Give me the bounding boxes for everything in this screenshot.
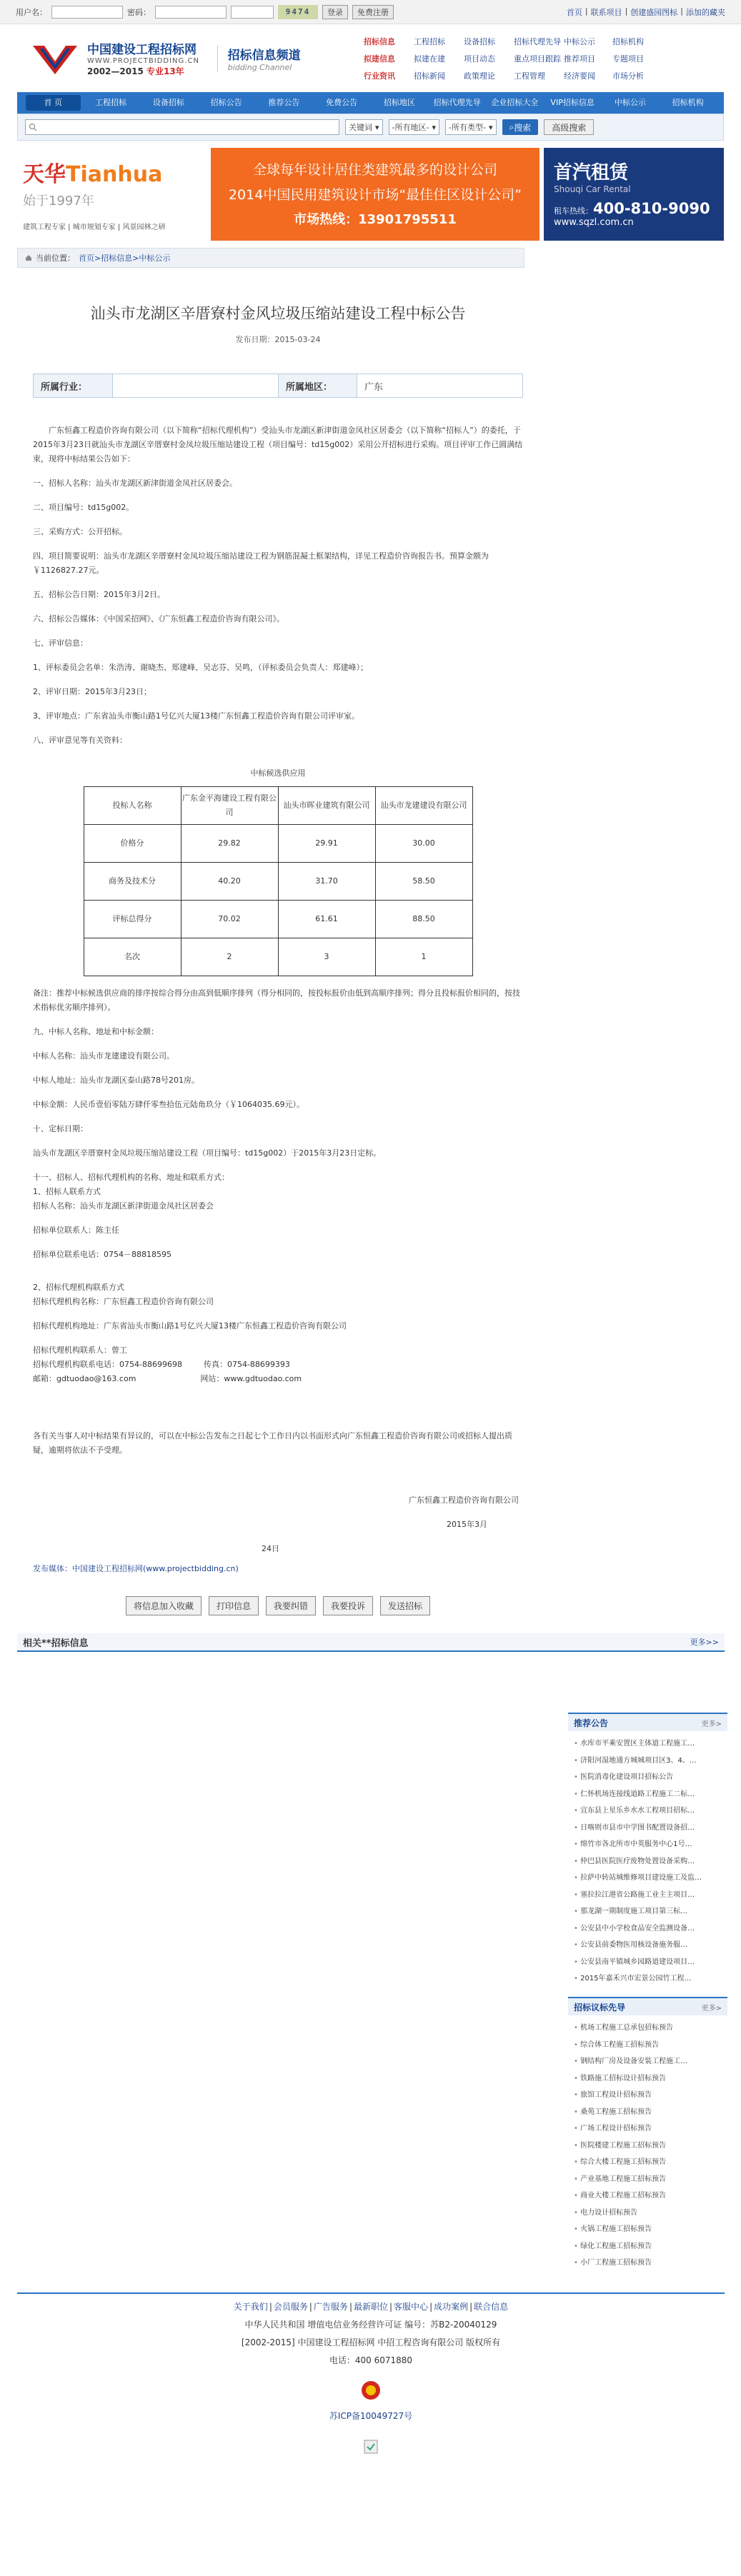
list-item[interactable]: • 绿化工程施工招标预告: [574, 2238, 722, 2255]
header-nav-link[interactable]: 重点项目跟踪: [514, 54, 561, 64]
para: 网站：www.gdtuodao.com: [200, 1374, 302, 1383]
para: 1、评标委员会名单：朱浩涛、谢晓杰、郑建峰、吴志芬、吴鸣，（评标委员会负责人：郑建峰）；: [33, 663, 368, 672]
list-item[interactable]: • 仲巴县医院医疗废物处置设备采购…: [574, 1853, 722, 1870]
table-cell: 商务及技术分: [84, 863, 181, 901]
list-item[interactable]: • 钢结构厂房及设备安装工程施工…: [574, 2053, 722, 2070]
footer-link[interactable]: 成功案例: [434, 2302, 469, 2312]
para: 招标代理机构联系电话：0754-88699698: [33, 1360, 182, 1369]
table-cell: 汕头市晖业建筑有限公司: [278, 787, 375, 825]
username-label: 用户名：: [16, 7, 47, 17]
list-item[interactable]: • 火锅工程施工招标预告: [574, 2221, 722, 2238]
para: 各有关当事人对中标结果有异议的，可以在中标公告发布之日起七个工作日内以书面形式向广东恒鑫工程造价咨询有限公司或招标人提出质疑，逾期将依法不予受理。: [33, 1431, 512, 1455]
menu-item[interactable]: 免费公告: [326, 98, 358, 107]
search-input[interactable]: [25, 119, 339, 135]
side-recommend-title: 推荐公告: [574, 1718, 609, 1728]
police-badge-icon: [17, 2380, 725, 2407]
para: 中标人名称：汕头市龙建建设有限公司。: [33, 1051, 174, 1061]
site-logo[interactable]: [29, 39, 203, 79]
advanced-search-button[interactable]: 高级搜索: [544, 119, 594, 135]
para: 招标代理机构地址：广东省汕头市衡山路1号亿兴大厦13楼广东恒鑫工程造价咨询有限公司: [33, 1321, 347, 1330]
list-item[interactable]: • 公安县中小学校食品安全监测设备…: [574, 1920, 722, 1938]
header-nav: [357, 36, 712, 81]
signature-date: 2015年3月: [447, 1520, 487, 1529]
para: 中标人地址：汕头市龙湖区泰山路78号201房。: [33, 1076, 199, 1085]
top-link-home[interactable]: 首页: [566, 7, 582, 17]
ad-design-line2: 2014中国民用建筑设计市场“最佳住区设计公司”: [228, 187, 522, 203]
ad-tianhua-tags: 建筑工程专家 | 城市规划专家 | 风景园林之研: [23, 224, 166, 231]
list-item[interactable]: • 商业大楼工程施工招标预告: [574, 2187, 722, 2205]
footer-license: 中华人民共和国 增值电信业务经营许可证 编号：苏B2-20040129: [244, 2320, 497, 2330]
para: 九、中标人名称、地址和中标金额：: [33, 1027, 159, 1036]
footer-link[interactable]: 最新职位: [353, 2302, 388, 2312]
logo-url: WWW.PROJECTBIDDING.CN: [87, 57, 199, 65]
ad-design-hotline: 市场热线：13901795511: [294, 212, 457, 227]
table-cell: 61.61: [278, 901, 375, 938]
breadcrumb-path[interactable]: 首页>招标信息>中标公示: [79, 254, 171, 263]
main-menu: [17, 92, 724, 114]
menu-item[interactable]: 工程招标: [95, 98, 127, 107]
result-table: [84, 786, 473, 976]
side-guide: [568, 1997, 727, 2272]
source-link[interactable]: 中国建设工程招标网(www.projectbidding.cn): [72, 1564, 239, 1573]
action-buttons: [17, 1596, 539, 1615]
table-row: [84, 787, 472, 825]
list-item[interactable]: • 医院楼建工程施工招标预告: [574, 2138, 722, 2155]
para: 七、评审信息：: [33, 638, 88, 648]
register-button[interactable]: 免费注册: [352, 5, 394, 19]
search-bar: [17, 114, 724, 141]
logo-years-badge: 专业13年: [146, 66, 184, 76]
ad-shouqi-url: www.sqzl.com.cn: [554, 217, 634, 228]
list-item[interactable]: • 宜东县上星乐乡水水工程项目招标…: [574, 1803, 722, 1820]
para: 招标代理机构名称：广东恒鑫工程造价咨询有限公司: [33, 1297, 214, 1306]
list-item[interactable]: • 桑苑工程施工招标预告: [574, 2104, 722, 2121]
header-nav-link: 招标信息: [364, 36, 395, 46]
footer-phone: 电话：400 6071880: [329, 2355, 413, 2365]
table-cell: 58.50: [375, 863, 472, 901]
list-item[interactable]: • 仁怀机场连接线道路工程施工二标…: [574, 1786, 722, 1803]
para: 四、项目简要说明：汕头市龙湖区辛厝寮村金凤垃圾压缩站建设工程为钢筋混凝土框架结构，详见工程造价咨询报告书。预算金额为￥1126827.27元。: [33, 551, 489, 575]
menu-item[interactable]: VIP招标信息: [550, 98, 595, 107]
para: 招标单位联系人：陈主任: [33, 1226, 119, 1235]
header: [0, 24, 741, 92]
table-cell: 30.00: [375, 825, 472, 863]
list-item[interactable]: • 机场工程施工总承包招标预告: [574, 2020, 722, 2037]
table-cell: 40.20: [181, 863, 278, 901]
ad-shouqi-phone: 400-810-9090: [593, 200, 710, 217]
article: [17, 302, 539, 1615]
side-recommend: [568, 1713, 727, 1988]
search-category-value: -所有类型-: [449, 123, 486, 132]
ad-tianhua-brand-en: Tianhua: [66, 162, 163, 187]
header-nav-link[interactable]: 专题项目: [612, 54, 644, 64]
table-cell: 名次: [84, 938, 181, 976]
header-nav-link[interactable]: 中标公示: [564, 36, 595, 46]
article-meta: [33, 374, 523, 398]
logo-mark-icon: [29, 39, 81, 79]
header-nav-link: 拟建信息: [364, 54, 395, 64]
ad-shouqi-sub: Shouqi Car Rental: [554, 184, 631, 194]
footer-link[interactable]: 客服中心: [394, 2302, 429, 2312]
source-label: 发布媒体：: [33, 1564, 72, 1573]
article-date: 发布日期：2015-03-24: [235, 335, 321, 344]
ad-banners: [17, 148, 724, 241]
related-title: 相关**招标信息: [23, 1638, 89, 1649]
username-input[interactable]: [51, 6, 123, 19]
search-type-select[interactable]: 关键词 ▾: [345, 119, 383, 135]
list-item[interactable]: • 广场工程设计招标预告: [574, 2120, 722, 2138]
ad-shouqi[interactable]: [544, 148, 724, 241]
table-caption: 中标候选供应用: [250, 768, 306, 778]
para: 八、评审意见等有关资料：: [33, 736, 127, 745]
ad-design-line1: 全球每年设计居住类建筑最多的设计公司: [252, 162, 497, 178]
channel-name: 招标信息频道: [227, 48, 301, 63]
login-button[interactable]: 登录: [322, 5, 348, 19]
correct-button[interactable]: 我要纠错: [266, 1596, 316, 1615]
list-item[interactable]: • 水库市平乘安置区主体道工程施工…: [574, 1735, 722, 1753]
list-item[interactable]: • 公安县南平镇城乡园路道建设项目…: [574, 1954, 722, 1971]
para: 招标单位联系电话：0754－88818595: [33, 1250, 171, 1259]
menu-item[interactable]: 招标代理先导: [433, 98, 481, 107]
footer: [17, 2292, 725, 2460]
industry-label: 所属行业：: [34, 374, 112, 397]
logo-name: 中国建设工程招标网: [87, 43, 197, 57]
article-body: [17, 424, 539, 1576]
favorite-button[interactable]: 将信息加入收藏: [126, 1596, 202, 1615]
password-input[interactable]: [155, 6, 227, 19]
para: 传真：0754-88699393: [203, 1360, 290, 1369]
top-bar: [0, 0, 741, 24]
header-nav-link[interactable]: 工程管理: [514, 71, 545, 81]
list-item[interactable]: • 医院消毒化建设项目招标公告: [574, 1769, 722, 1786]
para: 2、招标代理机构联系方式: [33, 1283, 124, 1292]
para: 2、评审日期：2015年3月23日；: [33, 687, 151, 696]
logo-years: 2002—2015: [87, 66, 144, 76]
side-recommend-more[interactable]: 更多>: [701, 1720, 722, 1728]
side-guide-more[interactable]: 更多>: [701, 2004, 722, 2013]
header-nav-link[interactable]: 招标新闻: [414, 71, 445, 81]
side-guide-title: 招标议标先导: [574, 2002, 626, 2013]
header-nav-link[interactable]: 招标机构: [612, 36, 644, 46]
ad-design[interactable]: [211, 148, 539, 241]
search-region-value: -所有地区-: [392, 123, 429, 132]
list-item[interactable]: • 济阳河湿地通方城城项目区3、4、…: [574, 1753, 722, 1770]
header-nav-link[interactable]: 项目动态: [464, 54, 495, 64]
para: 五、招标公告日期：2015年3月2日。: [33, 590, 165, 599]
footer-link[interactable]: 联合信息: [474, 2302, 509, 2312]
table-row: [84, 863, 472, 901]
header-nav-link[interactable]: 拟建在建: [414, 54, 445, 64]
para: 招标人名称：汕头市龙湖区新津街道金凤社区居委会: [33, 1201, 214, 1211]
para: 邮箱：gdtuodao@163.com: [33, 1374, 136, 1383]
header-nav-link[interactable]: 推荐项目: [564, 54, 595, 64]
home-icon: [25, 254, 32, 261]
signature-day: 24日: [262, 1544, 279, 1553]
header-nav-link: 行业资讯: [364, 71, 395, 81]
table-row: [84, 938, 472, 976]
list-item[interactable]: • 综合体工程施工招标预告: [574, 2037, 722, 2054]
menu-item[interactable]: 首 页: [26, 95, 81, 111]
table-cell: 29.82: [181, 825, 278, 863]
para: 六、招标公告媒体：《中国采招网》、《广东恒鑫工程造价咨询有限公司》。: [33, 614, 284, 623]
footer-link[interactable]: 会员服务: [273, 2302, 308, 2312]
menu-item[interactable]: 设备招标: [152, 98, 184, 107]
table-cell: 广东金平海建设工程有限公司: [181, 787, 278, 825]
table-cell: 评标总得分: [84, 901, 181, 938]
article-title: 汕头市龙湖区辛厝寮村金风垃圾压缩站建设工程中标公告: [90, 305, 466, 322]
complain-button[interactable]: 我要投诉: [323, 1596, 373, 1615]
top-link-favorite[interactable]: 添加的藏夹: [686, 7, 725, 17]
print-button[interactable]: 打印信息: [209, 1596, 259, 1615]
menu-item[interactable]: 企业招标大全: [491, 98, 539, 107]
para: 二、项目编号：td15g002。: [33, 503, 134, 512]
send-button[interactable]: 发送招标: [380, 1596, 430, 1615]
captcha-image[interactable]: 9474: [278, 5, 318, 19]
para: 三、采购方式：公开招标。: [33, 527, 127, 536]
footer-icp[interactable]: 苏ICP备10049727号: [329, 2411, 413, 2421]
menu-item[interactable]: 招标公告: [210, 98, 242, 107]
para: 一、招标人名称：汕头市龙湖区新津街道金凤社区居委会。: [33, 478, 237, 488]
list-item[interactable]: • 电力设计招标预告: [574, 2205, 722, 2222]
top-link-icon[interactable]: 创建盛园图标: [630, 7, 678, 17]
search-icon: [29, 123, 37, 131]
signature-org: 广东恒鑫工程造价咨询有限公司: [409, 1495, 519, 1505]
trust-badge-icon[interactable]: [17, 2440, 725, 2460]
menu-item[interactable]: 推荐公告: [268, 98, 300, 107]
para: 1、招标人联系方式: [33, 1187, 101, 1196]
table-cell: 1: [375, 938, 472, 976]
table-row: [84, 901, 472, 938]
header-nav-link[interactable]: 市场分析: [612, 71, 644, 81]
search-button[interactable]: ⌕ 搜索: [502, 119, 539, 135]
menu-item[interactable]: 招标地区: [383, 98, 415, 107]
table-row: [84, 825, 472, 863]
related-header: [17, 1633, 725, 1652]
para: 汕头市龙湖区辛厝寮村金凤垃圾压缩站建设工程（项目编号：td15g002）于2015年3月23日定标。: [33, 1148, 382, 1158]
list-item[interactable]: • 铁路施工招标设计招标预告: [574, 2070, 722, 2088]
table-cell: 2: [181, 938, 278, 976]
side-recommend-list: [568, 1731, 727, 1988]
para: 招标代理机构联系人：曾工: [33, 1345, 127, 1355]
ad-tianhua[interactable]: [17, 148, 207, 241]
table-cell: 投标人名称: [84, 787, 181, 825]
channel-sub: bidding Channel: [227, 62, 292, 72]
top-links: 首页 | 联系项目 | 创建盛园图标 | 添加的藏夹: [566, 6, 725, 17]
ad-tianhua-since: 始于1997年: [23, 194, 94, 209]
list-item[interactable]: • 综合大楼工程施工招标预告: [574, 2154, 722, 2171]
list-item[interactable]: • 公安县前委物医用核设备施务服…: [574, 1937, 722, 1954]
table-cell: 价格分: [84, 825, 181, 863]
header-nav-link[interactable]: 设备招标: [464, 36, 495, 46]
para: 十一、招标人、招标代理机构的名称、地址和联系方式：: [33, 1173, 229, 1182]
para: 备注：推荐中标候选供应商的排序按综合得分由高到低顺序排列（得分相同的，按投标报价由低到高顺序排列；得分且投标报价相同的，按技术指标优劣顺序排列）。: [33, 988, 520, 1012]
menu-item[interactable]: 招标机构: [672, 98, 704, 107]
list-item[interactable]: • 那龙湖一期制度施工项目第三标…: [574, 1903, 722, 1920]
header-nav-link[interactable]: 经济要闻: [564, 71, 595, 81]
para: 中标金额：人民币壹佰零陆万肆仟零叁拾伍元陆角玖分（￥1064035.69元）。: [33, 1100, 304, 1109]
header-nav-link[interactable]: 政策理论: [464, 71, 495, 81]
related-more-link[interactable]: 更多>>: [690, 1638, 719, 1647]
breadcrumb-label: 当前位置：: [36, 254, 75, 263]
table-cell: 3: [278, 938, 375, 976]
search-type-value: 关键词: [349, 123, 372, 132]
list-item[interactable]: • 2015年嘉禾兴市宏景公园竹工程…: [574, 1970, 722, 1988]
ad-shouqi-title: 首汽租赁: [554, 162, 629, 184]
table-cell: 29.91: [278, 825, 375, 863]
list-item[interactable]: • 小厂工程施工招标预告: [574, 2255, 722, 2272]
table-cell: 31.70: [278, 863, 375, 901]
industry-value: [112, 374, 278, 397]
search-button-label: 搜索: [514, 122, 532, 133]
header-nav-link[interactable]: 工程招标: [414, 36, 445, 46]
password-label: 密码：: [127, 7, 151, 17]
para: 广东恒鑫工程造价咨询有限公司（以下简称“招标代理机构”）受汕头市龙湖区新津街道金凤社区居委会（以下简称“招标人”）的委托，于2015年3月23日就汕头市龙湖区辛厝寮村金凤垃圾压缩站建设工程（项目编号：td15g002）采用公开招标进行采购。项目评审工作已圆满结束，现将中标结果公告如下：: [33, 426, 523, 463]
footer-link[interactable]: 广告服务: [313, 2302, 348, 2312]
table-cell: 70.02: [181, 901, 278, 938]
search-category-select[interactable]: -所有类型- ▾: [445, 119, 496, 135]
top-link-contact[interactable]: 联系项目: [590, 7, 622, 17]
menu-item[interactable]: 中标公示: [614, 98, 646, 107]
breadcrumb: [17, 248, 524, 268]
list-item[interactable]: • 塞拉拉江港省公路施工业主主项目…: [574, 1887, 722, 1904]
ad-tianhua-brand: 天华: [23, 162, 66, 187]
list-item[interactable]: • 绵竹市各北所市中英服务中心1号…: [574, 1836, 722, 1853]
ad-shouqi-hot: 租车热线：: [554, 206, 593, 216]
channel-title: [217, 45, 357, 72]
search-region-select[interactable]: -所有地区- ▾: [389, 119, 439, 135]
list-item[interactable]: • 旅馆工程设计招标预告: [574, 2087, 722, 2104]
list-item[interactable]: • 拉萨中转站城维修项目建设施工及监…: [574, 1870, 722, 1887]
list-item[interactable]: • 日喀则市县市中学图书配置设备招…: [574, 1820, 722, 1837]
footer-link[interactable]: 关于我们: [233, 2302, 268, 2312]
para: 十、定标日期：: [33, 1124, 88, 1133]
table-cell: 88.50: [375, 901, 472, 938]
list-item[interactable]: • 产业基地工程施工招标预告: [574, 2171, 722, 2188]
captcha-input[interactable]: [231, 6, 274, 19]
region-value: 广东: [357, 374, 522, 397]
region-label: 所属地区：: [278, 374, 357, 397]
para: 3、评审地点：广东省汕头市衡山路1号亿兴大厦13楼广东恒鑫工程造价咨询有限公司评审室。: [33, 711, 359, 721]
footer-copyright: [2002-2015] 中国建设工程招标网 中招工程咨询有限公司 版权所有: [241, 2337, 501, 2347]
header-nav-link[interactable]: 招标代理先导: [514, 36, 561, 46]
footer-links: 关于我们 | 会员服务 | 广告服务 | 最新职位 | 客服中心 | 成功案例 | 联合信息: [233, 2302, 509, 2312]
table-cell: 汕头市龙建建设有限公司: [375, 787, 472, 825]
side-guide-list: [568, 2015, 727, 2272]
